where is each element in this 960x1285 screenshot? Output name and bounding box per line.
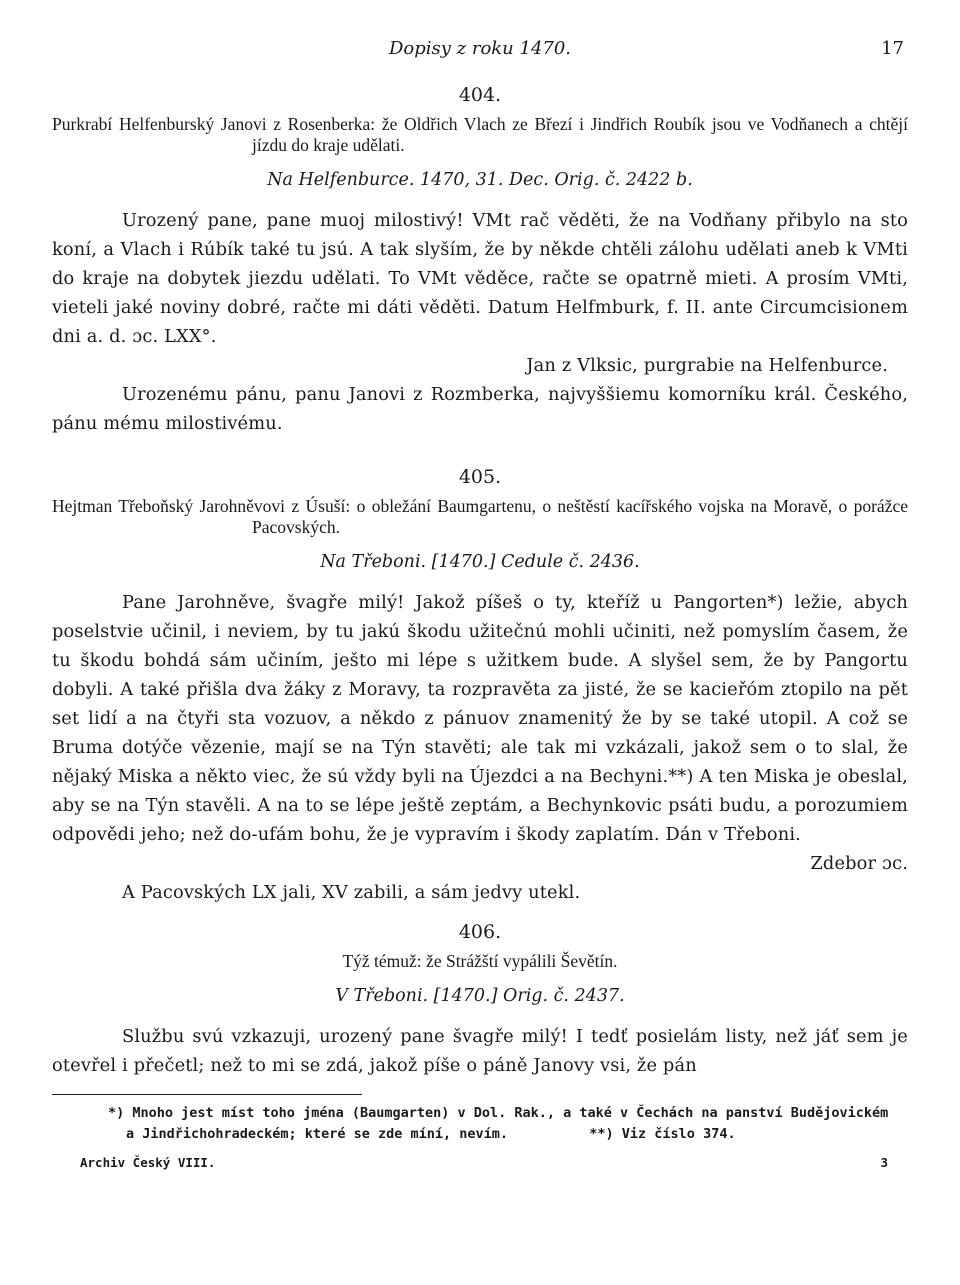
sheet-signature <box>52 1155 908 1177</box>
footnotes <box>52 1103 908 1145</box>
footnote-line: *) Mnoho jest míst toho jména (Baumgarten) v Dol. Rak., a také v Čechách na panství Budějovickém <box>108 1105 889 1121</box>
footnote-divider <box>52 1094 362 1095</box>
document-number: 406. <box>458 921 502 943</box>
letter-404 <box>52 84 908 438</box>
page <box>52 30 908 1177</box>
letter-paragraph: Službu svú vzkazuji, urozený pane švagře milý! I tedť posielám listy, než jáť sem je otevřel i přečetl; než to mi se zdá, jakož píše o páně Janovy vsi, že pán <box>52 1026 908 1076</box>
signature: Zdebor ɔc. <box>810 853 908 874</box>
signature: Jan z Vlksic, purgrabie na Helfenburce. <box>526 355 888 376</box>
postscript: A Pacovských LX jali, XV zabili, a sám jedvy utekl. <box>122 882 581 903</box>
letter-405 <box>52 466 908 907</box>
regest: Hejtman Třeboňský Jarohněvovi z Úsuší: o obležání Baumgartenu, o neštěstí kacířského vojska na Moravě, o porážce Pacovských. <box>52 496 908 537</box>
letter-406 <box>52 921 908 1080</box>
document-number: 405. <box>458 466 502 488</box>
sheet-signature-title: Archiv Český VIII. <box>80 1155 216 1170</box>
letter-paragraph: Pane Jarohněve, švagře milý! Jakož píšeš o ty, kteříž u Pangorten*) ležie, abych poselstvie učinil, i neviem, by tu jakú škodu užitečnú mohli učiniti, než pomyslím časem, že tu škodu bohdá sám učiním, ješto mi lépe s užitkem bude. A slyšel sem, že by Pangortu dobyli. A také přišla dva žáky z Moravy, ta rozpravěta za jisté, že se kacieřóm ztopilo na pět set lidí a na čtyři sta vozuov, a někdo z pánuov znamenitý že by se také utopil. A což se Bruma dotýče vězenie, mají se na Týn stavěti; ale tak mi vzkázali, jakož sem o to slal, že nějaký Miska a někto viec, že sú vždy byli na Újezdci a na Bechyni.**) A ten Miska je obeslal, aby se na Týn stavěli. A na to se lépe ještě zeptám, a Bechynkovic psáti budu, a porozumiem odpovědi jeho; než do-ufám bohu, že je vypravím i škody zaplatím. Dán v Třeboni. <box>52 592 908 845</box>
footnote-line: a Jindřichohradeckém; které se zde míní, nevím. **) Viz číslo 374. <box>126 1126 736 1142</box>
source-note: Na Helfenburce. 1470, 31. Dec. Orig. č. 2422 b. <box>267 170 693 190</box>
source-note: Na Třeboni. [1470.] Cedule č. 2436. <box>320 552 640 572</box>
running-header <box>52 30 908 62</box>
address: Urozenému pánu, panu Janovi z Rozmberka, najvyššiemu komorníku král. Českého, pánu mému milostivému. <box>52 384 908 434</box>
source-note: V Třeboni. [1470.] Orig. č. 2437. <box>335 986 625 1006</box>
regest: Purkrabí Helfenburský Janovi z Rosenberka: že Oldřich Vlach ze Březí i Jindřich Roubík jsou ve Vodňanech a chtějí jízdu do kraje udělati. <box>52 114 908 155</box>
document-number: 404. <box>458 84 502 106</box>
regest: Týž témuž: že Strážští vypálili Ševětín. <box>342 951 618 971</box>
letter-paragraph: Urozený pane, pane muoj milostivý! VMt rač věděti, že na Vodňany přibylo na sto koní, a Vlach i Rúbík také tu jsú. A tak slyším, že by někde chtěli zálohu udělati aneb k VMti do kraje na dobytek jiezdu udělati. To VMt věděce, račte se opatrně mieti. A prosím VMti, vieteli jaké noviny dobré, račte mi dáti věděti. Datum Helfmburk, f. II. ante Circumcisionem dni a. d. ɔc. LXX°. <box>52 210 908 347</box>
running-title: Dopisy z roku 1470. <box>388 38 572 59</box>
sheet-signature-number: 3 <box>880 1155 888 1170</box>
page-number: 17 <box>881 38 904 59</box>
